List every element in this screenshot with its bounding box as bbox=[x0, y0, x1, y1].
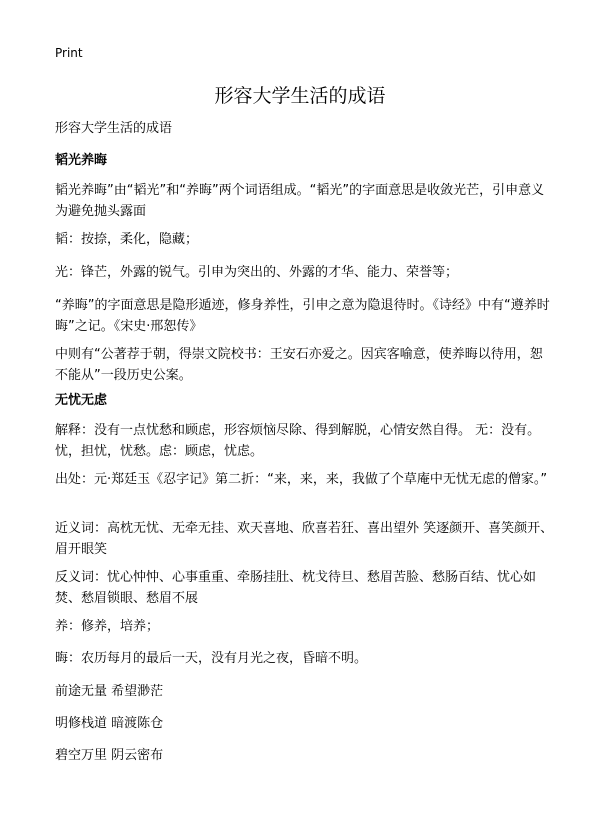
paragraph: 光：锋芒，外露的锐气。引申为突出的、外露的才华、能力、荣誉等； bbox=[55, 265, 459, 280]
paragraph: 前途无量 希望渺茫 bbox=[55, 684, 164, 699]
paragraph: 韬光养晦”由“韬光”和“养晦”两个词语组成。“韬光”的字面意思是收敛光芒，引申意义为避免抛头露面 bbox=[55, 183, 545, 219]
paragraph: 近义词：高枕无忧、无牵无挂、欢天喜地、欣喜若狂、喜出望外 笑逐颜开、喜笑颜开、眉开眼笑 bbox=[55, 521, 554, 557]
print-label: Print bbox=[55, 46, 83, 60]
paragraph: 碧空万里 阴云密布 bbox=[55, 748, 164, 763]
paragraph: 出处：元·郑廷玉《忍字记》第二折：“来，来，来，我做了个草庵中无忧无虑的僧家。” bbox=[55, 472, 548, 487]
paragraph: 晦：农历每月的最后一天，没有月光之夜，昏暗不明。 bbox=[55, 651, 368, 666]
page-title: 形容大学生活的成语 bbox=[214, 85, 386, 107]
paragraph: “养晦”的字面意思是隐形遁迹，修身养性，引申之意为隐退待时。《诗经》中有“遵养时晦”之记。《宋史·邢恕传》 bbox=[55, 298, 550, 334]
paragraph: 养：修养，培养； bbox=[55, 619, 160, 634]
paragraph: 解释：没有一点忧愁和顾虑，形容烦恼尽除、得到解脱，心情安然自得。 无：没有。忧，担忧，忧愁。虑：顾虑，忧虑。 bbox=[55, 423, 541, 459]
paragraph: 韬：按捺，柔化，隐藏； bbox=[55, 232, 199, 247]
section-heading-taoguangyanghui: 韬光养晦 bbox=[55, 153, 108, 168]
paragraph: 明修栈道 暗渡陈仓 bbox=[55, 716, 164, 731]
paragraph: 反义词：忧心忡忡、心事重重、牵肠挂肚、枕戈待旦、愁眉苦脸、愁肠百结、忧心如焚、愁眉锁眼、愁眉不展 bbox=[55, 570, 537, 606]
subtitle: 形容大学生活的成语 bbox=[55, 121, 173, 136]
paragraph: 中则有“公著荐于朝，得崇文院校书：王安石亦爱之。因宾客喻意，使养晦以待用，恕不能从”一段历史公案。 bbox=[55, 347, 543, 383]
section-heading-wuyouwulv: 无忧无虑 bbox=[55, 393, 108, 408]
